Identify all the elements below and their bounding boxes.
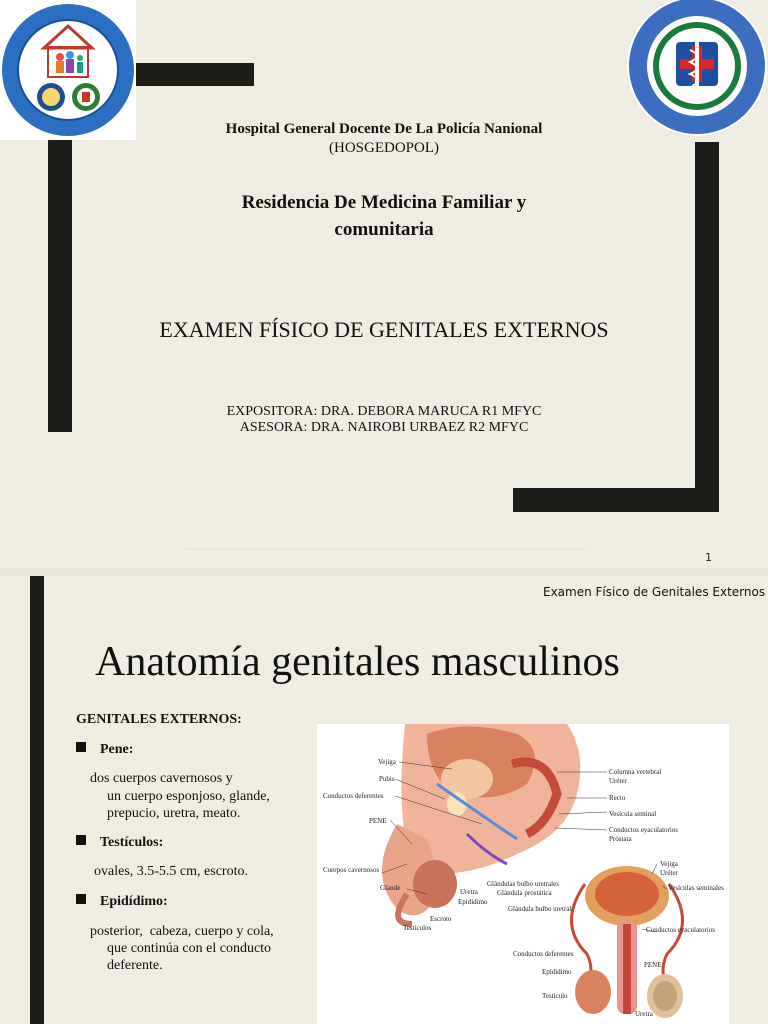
frame-bar-top-left [136,63,254,86]
figure-label: Glándula bulbo uretral [508,905,572,913]
figure-label: Uréter [660,869,678,877]
advisor-line: ASESORA: DRA. NAIROBI URBAEZ R2 MFYC [239,420,529,435]
anatomy-figure [317,724,729,1024]
bullet-text-line: posterior, cabeza, cuerpo y cola, [90,924,274,939]
bullet-epididimo [76,894,168,910]
figure-label: Conductos eyaculatorios [646,926,716,934]
hosgepol-logo-graphic [626,0,768,138]
bullet-text-line: ovales, 3.5-5.5 cm, escroto. [94,864,248,879]
left-accent-bar [30,576,44,1024]
figure-label: Testículo [542,992,568,1000]
bullet-text-line: prepucio, uretra, meato. [107,806,241,821]
frame-bar-left [48,138,72,432]
slide-number: 1 [705,551,712,564]
figure-label: PENE [644,961,662,969]
figure-label: Pubis [379,775,395,783]
bullet-label: Pene: [100,742,134,757]
figure-label: Vesícula seminal [609,810,657,818]
slide-title: Anatomía genitales masculinos [95,639,620,685]
frame-bar-bottom-right [513,488,719,512]
bullet-text-line: un cuerpo esponjoso, glande, [107,789,270,804]
bullet-text-line: deferente. [107,958,163,973]
figure-label: Vejiga [378,758,396,766]
figure-label: Escroto [430,915,452,923]
anatomy-slide [0,576,768,1024]
figure-label: Cuerpos cavernosos [323,866,380,874]
anatomy-illustration [317,724,729,1024]
figure-label: Glándulas bulbo uretrales [487,880,559,888]
hospital-abbreviation: (HOSGEDOPOL) [329,140,439,156]
figure-label: Uretra [635,1010,653,1018]
square-bullet-icon [76,894,86,904]
figure-label: Uréter [609,777,627,785]
square-bullet-icon [76,742,86,752]
bullet-label: Epidídimo: [100,894,168,909]
bullet-text-line: que continúa con el conducto [107,941,272,956]
figure-label: Conductos eyaculatorios [609,826,679,834]
footer-faint-line [185,548,585,550]
figure-label: Uretra [460,888,478,896]
figure-label: Columna vertebral [609,768,662,776]
hospital-name: Hospital General Docente De La Policía Nanional [225,121,543,137]
square-bullet-icon [76,835,86,845]
figure-label: Conductos deferentes [513,950,574,958]
residency-logo [0,0,136,140]
slide-header: Examen Físico de Genitales Externos [543,585,766,599]
presenter-line: EXPOSITORA: DRA. DEBORA MARUCA R1 MFYC [226,404,542,419]
figure-label: Vesículas seminales [668,884,724,892]
residency-line-2: comunitaria [334,219,434,240]
residency-line-1: Residencia De Medicina Familiar y [241,192,527,213]
slide-separator [0,568,768,576]
figure-label: Recto [609,794,626,802]
presentation-title: EXAMEN FÍSICO DE GENITALES EXTERNOS [159,317,609,342]
section-heading: GENITALES EXTERNOS: [76,712,242,727]
figure-label: Glándula prostática [497,889,552,897]
bullet-label: Testículos: [100,835,164,850]
bullet-testiculos [76,835,163,851]
figure-label: Epidídimo [458,898,488,906]
figure-label: Glande [380,884,401,892]
bullet-text-line: dos cuerpos cavernosos y [90,771,233,786]
figure-label: Próstata [609,835,632,843]
figure-label: Epidídimo [542,968,572,976]
figure-label: PENE [369,817,387,825]
figure-label: Conductos deferentes [323,792,384,800]
bullet-pene [76,742,133,758]
figure-label: Testículos [403,924,432,932]
figure-label: Vejiga [660,860,678,868]
residency-logo-graphic [0,0,136,140]
hosgepol-logo [626,0,768,138]
